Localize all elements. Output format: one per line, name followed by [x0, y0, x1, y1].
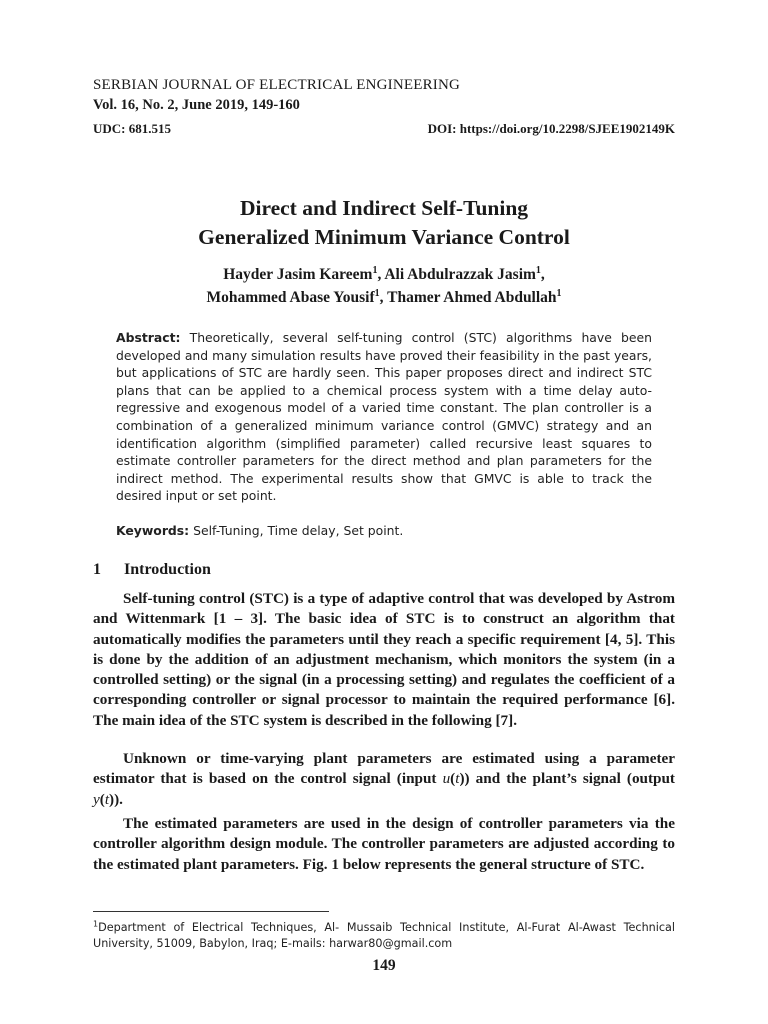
paper-title-line-2: Generalized Minimum Variance Control	[198, 225, 570, 249]
paragraph-3	[93, 814, 675, 875]
section-number: 1	[93, 561, 101, 578]
author-name: Mohammed Abase Yousif	[206, 289, 375, 306]
author-separator: ,	[377, 266, 385, 283]
author-affiliation-mark: 1	[374, 287, 380, 299]
footnote	[93, 920, 675, 951]
text-run: (	[99, 790, 105, 808]
section-title: Introduction	[124, 561, 211, 578]
doi-link[interactable]: DOI: https://doi.org/10.2298/SJEE1902149K	[427, 121, 675, 136]
page-number: 149	[372, 957, 396, 974]
paragraph-text: The estimated parameters are used in the design of controller parameters via the controller algorithm design module. The controller parameters are adjusted according to the estimated plant parameters. Fig. 1 below represents the general structure of STC.	[93, 815, 675, 873]
text-run: Unknown or time-varying plant parameters are estimated using a parameter estimator that is based on the control signal (input	[93, 750, 675, 788]
math-symbol: u	[442, 770, 451, 788]
author-line-1	[93, 266, 675, 284]
text-run: )) and the plant’s signal (output	[459, 770, 675, 788]
footnote-mark: 1	[93, 919, 99, 929]
paragraph-text: Self-tuning control (STC) is a type of adaptive control that was developed by Astrom and Wittenmark [1 – 3]. The basic idea of STC is to construct an algorithm that automatically modifies the parameters until they reach a specific requirement [4, 5]. This is done by the addition of an adjustment mechanism, which monitors the system (in a controlled setting) or the signal (in a processing setting) and regulates the coefficient of a corresponding controller or signal processor to maintain the required performance [6]. The main idea of the STC system is described in the following [7].	[93, 590, 675, 729]
author-separator: ,	[379, 289, 388, 306]
footnote-text: Department of Electrical Techniques, Al- Mussaib Technical Institute, Al-Furat Al-Awast Technical University, 51009, Babylon, Iraq; E-mails: harwar80@gmail.com	[93, 921, 675, 950]
keywords-text: Self-Tuning, Time delay, Set point.	[193, 523, 404, 538]
math-symbol: y	[93, 790, 100, 808]
udc-code: UDC: 681.515	[93, 121, 171, 136]
text-run: )).	[109, 790, 123, 808]
text-run: (	[450, 770, 456, 788]
paragraph-2	[93, 749, 675, 810]
author-affiliation-mark: 1	[372, 264, 378, 276]
abstract	[116, 329, 652, 505]
abstract-text: Theoretically, several self-tuning control (STC) algorithms have been developed and many simulation results have proved their feasibility in the past years, but applications of STC are hardly seen. This paper proposes direct and indirect STC plans that can be applied to a chemical process system with a time delay auto-regressive and exogenous model of a varied time constant. The plan controller is a combination of a generalized minimum variance control (GMVC) strategy and an identification algorithm (simplified parameter) called recursive least squares to estimate controller parameters for the direct method and plan parameters for the indirect method. The experimental results show that GMVC is able to track the desired input or set point.	[116, 330, 652, 504]
author-name: Ali Abdulrazzak Jasim	[384, 266, 536, 283]
author-affiliation-mark: 1	[556, 287, 562, 299]
author-name: Thamer Ahmed Abdullah	[387, 289, 557, 306]
keywords-label: Keywords:	[116, 523, 190, 538]
journal-name: SERBIAN JOURNAL OF ELECTRICAL ENGINEERING	[93, 77, 461, 93]
author-separator: ,	[540, 266, 545, 283]
keywords	[116, 523, 403, 538]
author-line-2	[93, 289, 675, 307]
paper-title-line-1: Direct and Indirect Self-Tuning	[239, 196, 529, 220]
journal-volume: Vol. 16, No. 2, June 2019, 149-160	[93, 97, 300, 113]
math-symbol: t	[455, 770, 460, 788]
paragraph-1	[93, 589, 675, 731]
abstract-label: Abstract:	[116, 330, 181, 345]
author-name: Hayder Jasim Kareem	[223, 266, 373, 283]
author-affiliation-mark: 1	[535, 264, 541, 276]
math-symbol: t	[104, 790, 110, 808]
footnote-divider	[93, 911, 329, 912]
paragraph-text	[93, 749, 675, 810]
